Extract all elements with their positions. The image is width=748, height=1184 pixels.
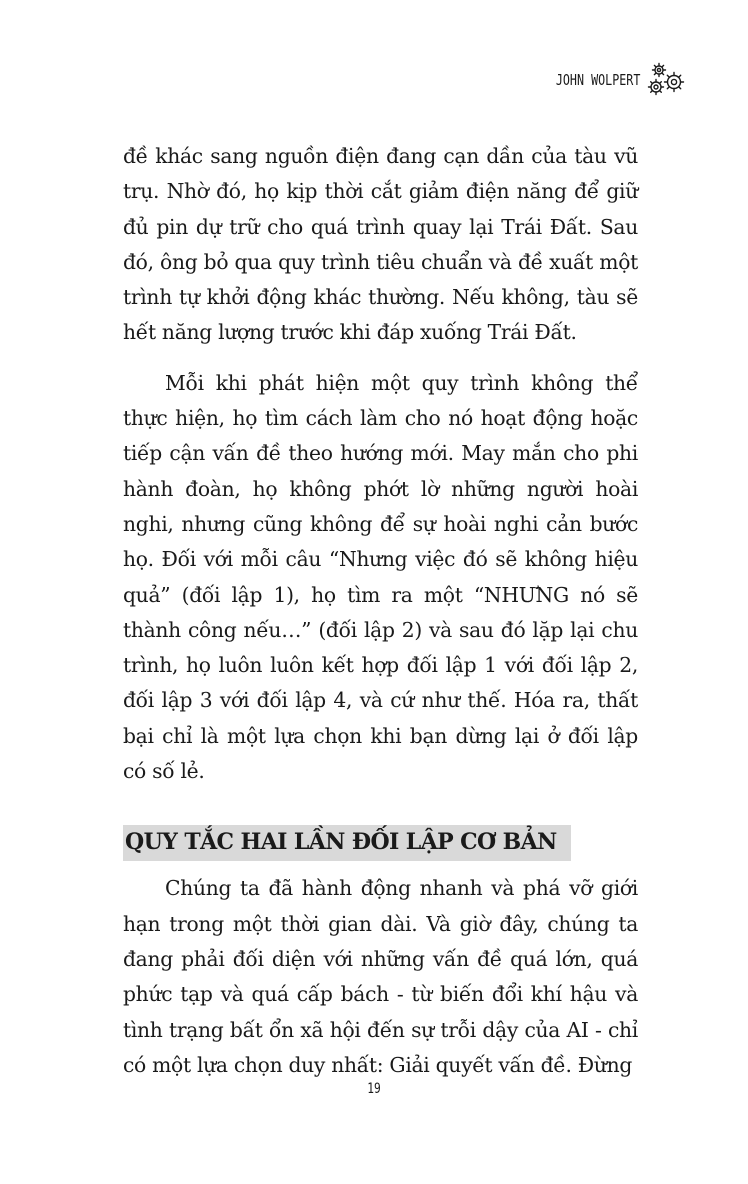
paragraph-odd-opposites: Mỗi khi phát hiện một quy trình không thể thực hiện, họ tìm cách làm cho nó hoạt động hoặc tiếp cận vấn đề theo hướng mới. May mắn cho phi hành đoàn, họ không phớt lờ những người hoài nghi, nhưng cũng không để sự hoài nghi cản bước họ. Đối với mỗi câu “Nhưng việc đó sẽ không hiệu quả” (đối lập 1), họ tìm ra một “NHƯNG nó sẽ thành công nếu…” (đối lập 2) và sau đó lặp lại chu trình, họ luôn luôn kết hợp đối lập 1 với đối lập 2, đối lập 3 với đối lập 4, và cứ như thế. Hóa ra, thất bại chỉ là một lựa chọn khi bạn dừng lại ở đối lập có số lẻ. — [123, 370, 638, 784]
paragraph-section-intro: Chúng ta đã hành động nhanh và phá vỡ giới hạn trong một thời gian dài. Và giờ đây, chúng ta đang phải đối diện với những vấn đề quá lớn, quá phức tạp và quá cấp bách - từ biến đổi khí hậu và tình trạng bất ổn xã hội đến sự trỗi dậy của AI - chỉ có một lựa chọn duy nhất: Giải quyết vấn đề. Đừng — [123, 876, 638, 1077]
paragraph-continuation: đề khác sang nguồn điện đang cạn dần của tàu vũ trụ. Nhờ đó, họ kịp thời cắt giảm điện năng để giữ đủ pin dự trữ cho quá trình quay lại Trái Đất. Sau đó, ông bỏ qua quy trình tiêu chuẩn và đề xuất một trình tự khởi động khác thường. Nếu không, tàu sẽ hết năng lượng trước khi đáp xuống Trái Đất. — [123, 144, 638, 345]
page-number: 19 — [367, 1081, 381, 1097]
page-body — [123, 139, 638, 1083]
gears-icon — [646, 60, 686, 100]
section-heading: QUY TẮC HAI LẦN ĐỐI LẬP CƠ BẢN — [123, 825, 571, 861]
running-header — [532, 60, 686, 100]
author-name: JOHN WOLPERT — [555, 71, 640, 89]
